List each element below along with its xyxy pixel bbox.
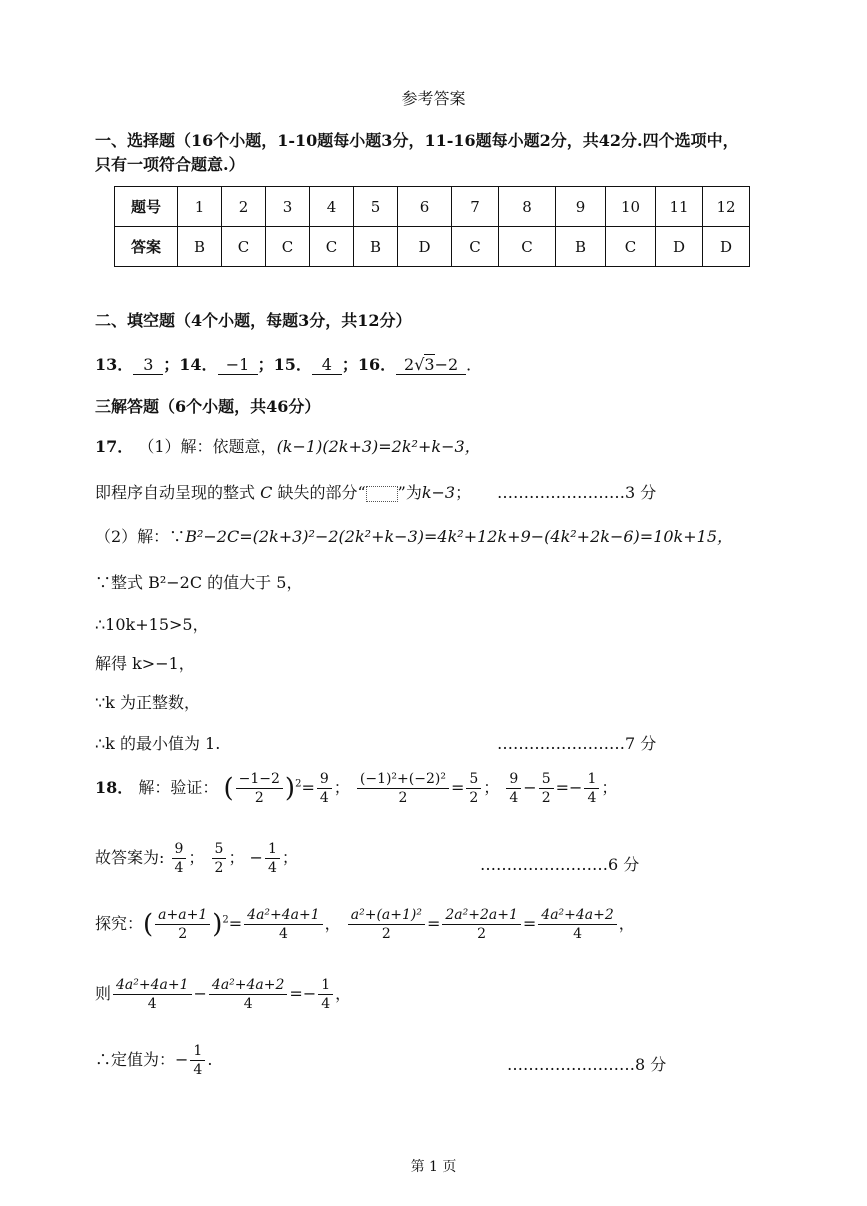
table-cell: 1 bbox=[178, 187, 222, 227]
q17-line5: ∴10k+15>5， bbox=[95, 615, 209, 634]
q18-answer-label: 故答案为: bbox=[95, 848, 165, 867]
table-cell: D bbox=[398, 227, 452, 267]
q18-verify-label: 解：验证： bbox=[138, 778, 219, 797]
section2-heading: 二、填空题（4个小题，每题3分，共12分） bbox=[95, 311, 412, 330]
q17-part1-equation: (k−1)(2k+3)=2k²+k−3， bbox=[276, 437, 481, 456]
q17-score-7: ……………………7 分 bbox=[497, 734, 657, 753]
q16-radicand: 3 bbox=[424, 355, 435, 374]
q16-coef: 2 bbox=[404, 355, 415, 374]
q17-line2-text3: ”为 bbox=[397, 483, 422, 502]
table-cell: D bbox=[703, 227, 750, 267]
fraction: $\frac{\text{4a²+4a+2}}{4}$ bbox=[209, 976, 288, 1013]
q15-answer: 4 bbox=[312, 356, 342, 375]
fraction: $\frac{\text{4a²+4a+2}}{4}$ bbox=[538, 906, 617, 943]
q17-line2 bbox=[95, 480, 471, 503]
q18-final-line: ∴定值为：− $\frac{1}{4}$ . bbox=[95, 1043, 213, 1078]
answer-table bbox=[114, 186, 750, 267]
q17-line2-text2: 缺失的部分“ bbox=[277, 483, 366, 502]
fraction: $\frac{9}{4}$ bbox=[317, 770, 332, 807]
section1-heading-line1: 一、选择题（16个小题，1-10题每小题3分，11-16题每小题2分，共42分.四个选项中， bbox=[95, 131, 739, 150]
fraction: $\frac{\text{a²+(a+1)²}}{2}$ bbox=[348, 906, 425, 943]
table-cell: B bbox=[556, 227, 606, 267]
q17-line2-end: ； bbox=[455, 483, 472, 502]
paren-close: ) bbox=[284, 773, 296, 804]
fraction: $\frac{\text{4a²+4a+1}}{4}$ bbox=[244, 906, 323, 943]
q17-part2-intro: （2）解：∵ bbox=[95, 527, 186, 546]
page-number: 第 1 页 bbox=[410, 1159, 457, 1175]
table-cell: 5 bbox=[354, 187, 398, 227]
q17-line2-text: 即程序自动呈现的整式 bbox=[95, 483, 256, 502]
section3-heading: 三解答题（6个小题，共46分） bbox=[95, 397, 321, 416]
q16-tail: −2 bbox=[434, 355, 459, 374]
fraction: $\frac{5}{2}$ bbox=[539, 770, 554, 807]
table-cell: C bbox=[499, 227, 556, 267]
fraction: $\frac{1}{4}$ bbox=[584, 770, 599, 807]
table-answer-label: 答案 bbox=[115, 227, 178, 267]
table-row-answers bbox=[115, 227, 750, 267]
fraction: $\frac{5}{2}$ bbox=[212, 840, 227, 877]
q17-part2-equation: B²−2C=(2k+3)²−2(2k²+k−3)=4k²+12k+9−(4k²+2k−6)=10k+15， bbox=[185, 527, 734, 546]
q15-label: ；15． bbox=[257, 355, 312, 374]
q18-answer-line: 故答案为: $\frac{9}{4}$ ； $\frac{5}{2}$ ； − $\frac{1}{4}$ ； bbox=[95, 841, 298, 876]
q18-then-label: 则 bbox=[95, 984, 112, 1003]
paren-open: ( bbox=[223, 773, 234, 804]
table-cell: 4 bbox=[310, 187, 354, 227]
q14-label: ；14． bbox=[163, 355, 218, 374]
q18-final-label: ∴定值为： bbox=[95, 1050, 176, 1069]
dashed-placeholder-box bbox=[366, 486, 398, 502]
table-header-label: 题号 bbox=[115, 187, 178, 227]
fraction: $\frac{1}{4}$ bbox=[318, 976, 333, 1013]
fraction: $\frac{1}{4}$ bbox=[190, 1042, 205, 1079]
q13-label: 13． bbox=[95, 355, 134, 374]
q16-answer: 2√3−2 bbox=[396, 356, 466, 375]
q17-missing-expr: k−3 bbox=[421, 483, 456, 502]
fraction: $\frac{\text{2a²+2a+1}}{2}$ bbox=[442, 906, 521, 943]
table-cell: 3 bbox=[266, 187, 310, 227]
table-cell: B bbox=[178, 227, 222, 267]
q17-line7: ∵k 为正整数， bbox=[95, 693, 200, 712]
fraction: $\frac{\text{(−1)²+(−2)²}}{2}$ bbox=[357, 770, 449, 807]
table-cell: 10 bbox=[606, 187, 656, 227]
table-cell: 6 bbox=[398, 187, 452, 227]
q17-line6: 解得 k>−1， bbox=[95, 654, 195, 673]
table-cell: D bbox=[656, 227, 703, 267]
fraction: $\frac{a+a+1}{2}$ bbox=[155, 906, 210, 943]
fraction: $\frac{-1-2}{2}$ bbox=[236, 770, 283, 807]
q14-answer: −1 bbox=[218, 356, 258, 375]
fraction: $\frac{9}{4}$ bbox=[172, 840, 187, 877]
page-title: 参考答案 bbox=[401, 89, 466, 108]
fraction: $\frac{\text{4a²+4a+1}}{4}$ bbox=[113, 976, 192, 1013]
table-cell: 8 bbox=[499, 187, 556, 227]
q17-line1 bbox=[95, 434, 481, 457]
q17-label: 17． bbox=[95, 437, 134, 456]
table-row-numbers bbox=[115, 187, 750, 227]
fraction: $\frac{1}{4}$ bbox=[265, 840, 280, 877]
q17-part1-intro: （1）解：依题意， bbox=[138, 437, 277, 456]
q17-C: C bbox=[260, 483, 273, 502]
q18-score-8: ……………………8 分 bbox=[507, 1055, 667, 1074]
table-cell: B bbox=[354, 227, 398, 267]
fill-blank-answers bbox=[95, 352, 482, 375]
table-cell: 12 bbox=[703, 187, 750, 227]
q18-explore-label: 探究： bbox=[95, 914, 144, 933]
table-cell: C bbox=[310, 227, 354, 267]
table-cell: C bbox=[606, 227, 656, 267]
table-cell: 7 bbox=[452, 187, 499, 227]
q17-line8: ∴k 的最小值为 1. bbox=[95, 734, 221, 753]
q17-line4: ∵整式 B²−2C 的值大于 5， bbox=[95, 573, 303, 592]
table-cell: 11 bbox=[656, 187, 703, 227]
q16-label: ；16． bbox=[341, 355, 397, 374]
q18-explore-line: 探究：( $\frac{a+a+1}{2}$ )$^2$= $\frac{\text{4a²+4a+1}}{4}$ ， $\frac{\text{a²+(a+1)²}}{2}$ = $\frac{\text{2a²+2a+1}}{2}$ = $\frac{\text{4a²+4a+2}}{4}$ ， bbox=[95, 907, 635, 942]
table-cell: C bbox=[266, 227, 310, 267]
section1-heading-line2: 只有一项符合题意.） bbox=[95, 155, 245, 174]
table-cell: C bbox=[222, 227, 266, 267]
table-cell: 2 bbox=[222, 187, 266, 227]
q18-label: 18． bbox=[95, 778, 134, 797]
q18-then-line: 则 $\frac{\text{4a²+4a+1}}{4}$ − $\frac{\text{4a²+4a+2}}{4}$ =− $\frac{1}{4}$ ， bbox=[95, 977, 352, 1012]
table-cell: 9 bbox=[556, 187, 606, 227]
fraction: $\frac{5}{2}$ bbox=[466, 770, 481, 807]
table-cell: C bbox=[452, 227, 499, 267]
q17-score-3: ……………………3 分 bbox=[497, 483, 657, 502]
fraction: $\frac{9}{4}$ bbox=[506, 770, 521, 807]
q18-score-6: ……………………6 分 bbox=[480, 855, 640, 874]
q18-verify-line: 18． 解：验证： ( $\frac{-1-2}{2}$ )$^2$= $\frac{9}{4}$ ； $\frac{\text{(−1)²+(−2)²}}{2}$ = $\frac{5}{2}$ ； $\frac{9}{4}$ − $\frac{5}{2}$ =− $\frac{1}{4}$ ； bbox=[95, 771, 618, 806]
q16-end: ． bbox=[466, 355, 483, 374]
q13-answer: 3 bbox=[133, 356, 163, 375]
q17-line3 bbox=[95, 524, 733, 547]
